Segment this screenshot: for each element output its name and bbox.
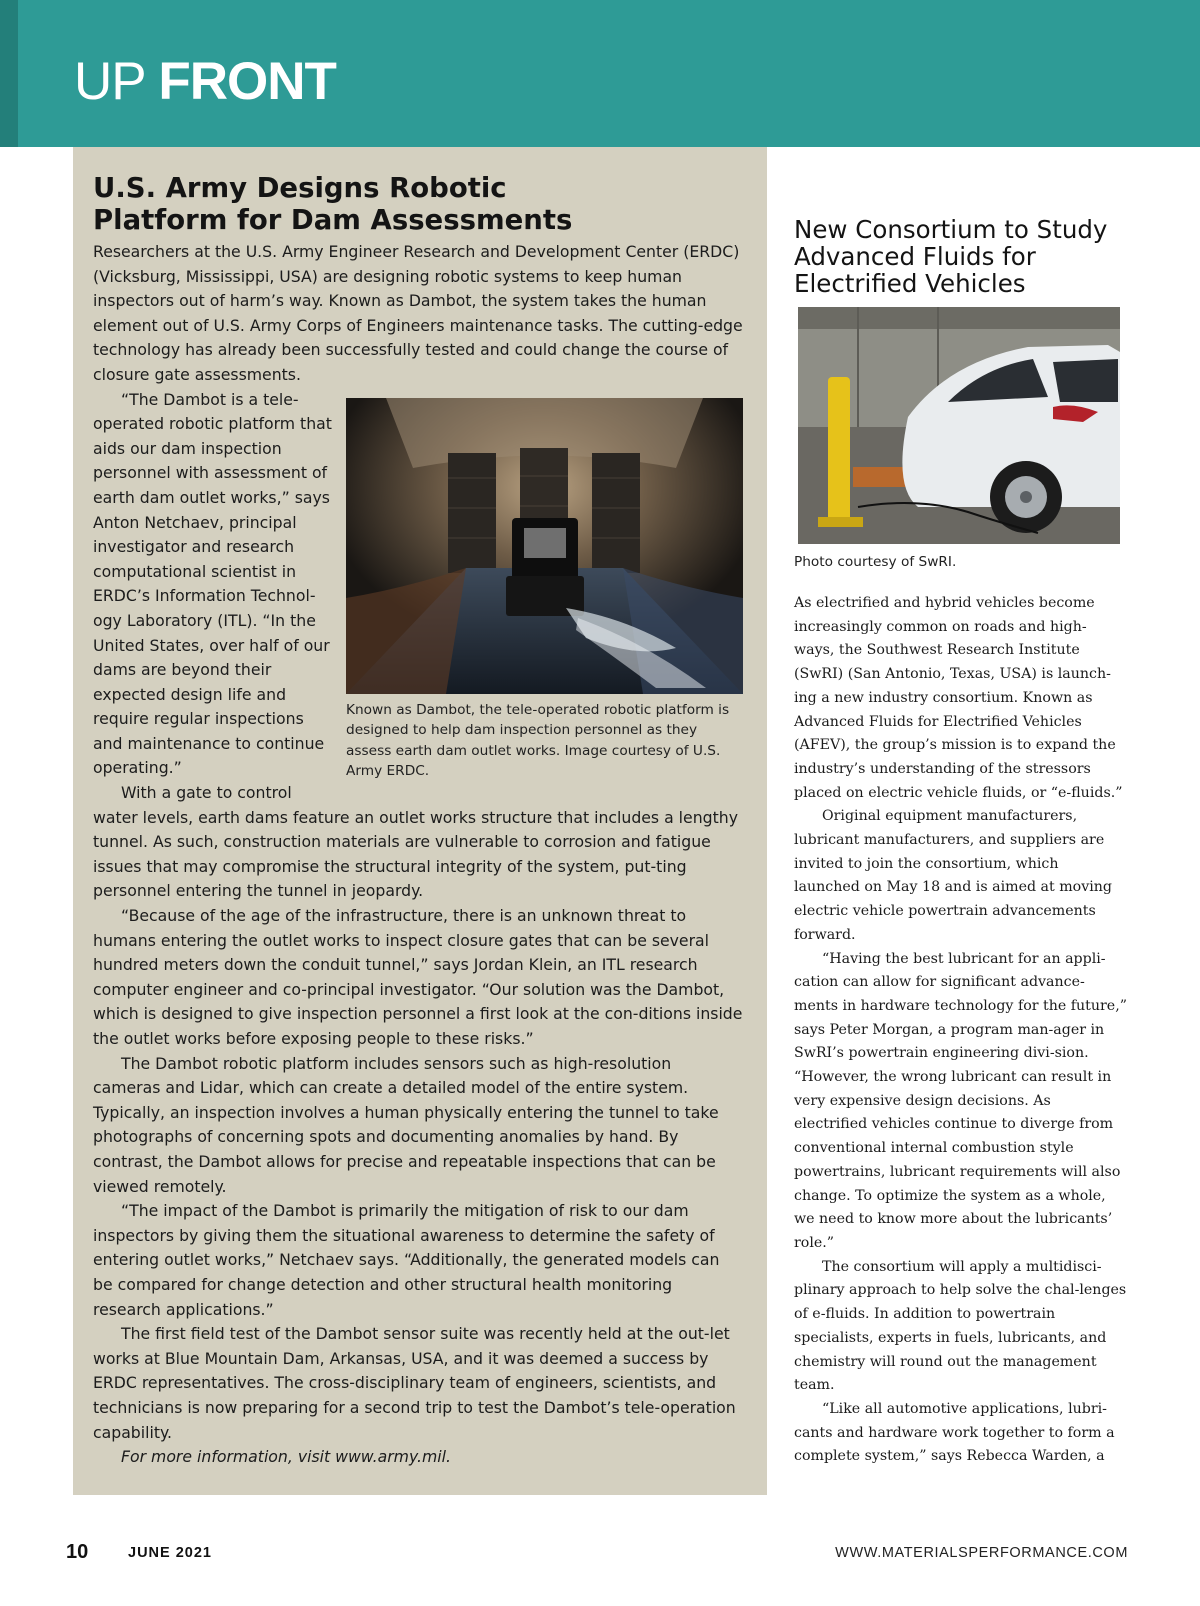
article-consortium <box>794 216 1127 1469</box>
article-paragraph: “Like all automotive applications, lubri-cants and hardware work together to form a complete system,” says Rebecca Warden, a <box>794 1400 1115 1465</box>
website-link[interactable]: WWW.MATERIALSPERFORMANCE.COM <box>835 1545 1128 1561</box>
dambot-tunnel-photo <box>346 398 743 694</box>
article-paragraph: “Having the best lubricant for an appli-cation can allow for significant advance-ments in hardware technology for the future,” says Peter Morgan, a program man-ager in SwRI’s powertrain engineering divi-sion. “However, the wrong lubricant can result in very expensive design decisions. As electrified vehicles continue to diverge from conventional internal combustion style powertrains, lubricant requirements will also change. To optimize the system as a whole, we need to know more about the lubricants’ role.” <box>794 950 1127 1251</box>
article-paragraph: The consortium will apply a multidisci-plinary approach to help solve the chal-lenges of e-fluids. In addition to powertrain specialists, experts in fuels, lubricants, and chemistry will round out the management team. <box>794 1258 1127 1394</box>
article-dambot-body <box>93 240 743 1470</box>
article-consortium-title: New Consortium to Study Advanced Fluids for Electrified Vehicles <box>794 215 1108 298</box>
article-dambot <box>93 172 743 1470</box>
article-dambot-box <box>73 147 767 1495</box>
ev-illustration <box>798 307 1120 544</box>
article-paragraph: “Because of the age of the infrastructure, there is an unknown threat to humans entering the outlet works to inspect closure gates that can be several hundred meters down the conduit tunnel,” says Jordan Klein, an ITL research computer engineer and co-principal investigator. “Our solution was the Dambot, which is designed to give inspection personnel a first look at the con-ditions inside the outlet works before exposing people to these risks.” <box>93 906 743 1048</box>
dambot-photo-caption: Known as Dambot, the tele-operated robotic platform is designed to help dam inspection personnel as they assess earth dam outlet works. Image courtesy of U.S. Army ERDC. <box>346 701 730 780</box>
article-paragraph: Original equipment manufacturers, lubricant manufacturers, and suppliers are invited to join the consortium, which launched on May 18 and is aimed at moving electric vehicle powertrain advancements forward. <box>794 808 1112 943</box>
page-number: 10 <box>66 1541 89 1563</box>
section-title <box>74 52 336 112</box>
article-paragraph: “The impact of the Dambot is primarily the mitigation of risk to our dam inspectors by giving them the situational awareness to determine the safety of entering outlet works,” Netchaev says. “Additionally, the generated models can be compared for change detection and other structural health monitoring research applications.” <box>93 1201 720 1319</box>
article-dambot-title: U.S. Army Designs Robotic Platform for Dam Assessments <box>93 172 573 236</box>
section-title-emphasis: FRONT <box>158 52 336 111</box>
section-title-prefix: UP <box>74 52 145 111</box>
electric-vehicle-photo <box>798 307 1120 544</box>
issue-date: JUNE 2021 <box>128 1545 212 1561</box>
dambot-figure <box>346 398 743 782</box>
article-consortium-body <box>794 592 1127 1469</box>
electric-vehicle-photo-caption: Photo courtesy of SwRI. <box>794 554 957 570</box>
article-paragraph: As electrified and hybrid vehicles become increasingly common on roads and high-ways, the Southwest Research Institute (SwRI) (San Antonio, Texas, USA) is launch-ing a new industry consortium. Known as Advanced Fluids for Electrified Vehicles (AFEV), the group’s mission is to expand the industry’s understanding of the stressors placed on electric vehicle fluids, or “e-fluids.” <box>794 595 1123 801</box>
article-paragraph: “The Dambot is a tele-operated robotic platform that aids our dam inspection personnel with assessment of earth dam outlet works,” says Anton Netchaev, principal investigator and research computational scientist in ERDC’s Information Technol-ogy Laboratory (ITL). “In the United States, over half of our dams are beyond their expected design life and require regular inspections and maintenance to continue operating.” <box>93 389 332 778</box>
section-banner <box>0 0 1200 147</box>
article-paragraph: The Dambot robotic platform includes sensors such as high-resolution cameras and Lidar, which can create a detailed model of the entire system. Typically, an inspection involves a human physically entering the tunnel to take photographs of concerning spots and documenting anomalies by hand. By contrast, the Dambot allows for precise and repeatable inspections that can be viewed remotely. <box>93 1053 719 1196</box>
tunnel-illustration <box>346 398 743 694</box>
banner-accent-strip <box>0 0 18 147</box>
article-paragraph: Researchers at the U.S. Army Engineer Research and Development Center (ERDC) (Vicksburg, Mississippi, USA) are designing robotic systems to keep human inspectors out of harm’s way. Known as Dambot, the system takes the human element out of U.S. Army Corps of Engineers maintenance tasks. The cutting-edge technology has already been successfully tested and could change the course of closure gate assessments. <box>93 242 743 384</box>
article-more-info-link[interactable]: For more information, visit www.army.mil. <box>121 1447 451 1467</box>
article-paragraph: With a gate to control water levels, earth dams feature an outlet works structure that includes a lengthy tunnel. As such, construction materials are vulnerable to corrosion and fatigue issues that may compromise the structural integrity of the system, put-ting personnel entering the tunnel in jeopardy. <box>93 783 738 901</box>
article-paragraph: The first field test of the Dambot sensor suite was recently held at the out-let works at Blue Mountain Dam, Arkansas, USA, and it was deemed a success by ERDC representatives. The cross-disciplinary team of engineers, scientists, and technicians is now preparing for a second trip to test the Dambot’s tele-operation capability. <box>93 1324 736 1442</box>
